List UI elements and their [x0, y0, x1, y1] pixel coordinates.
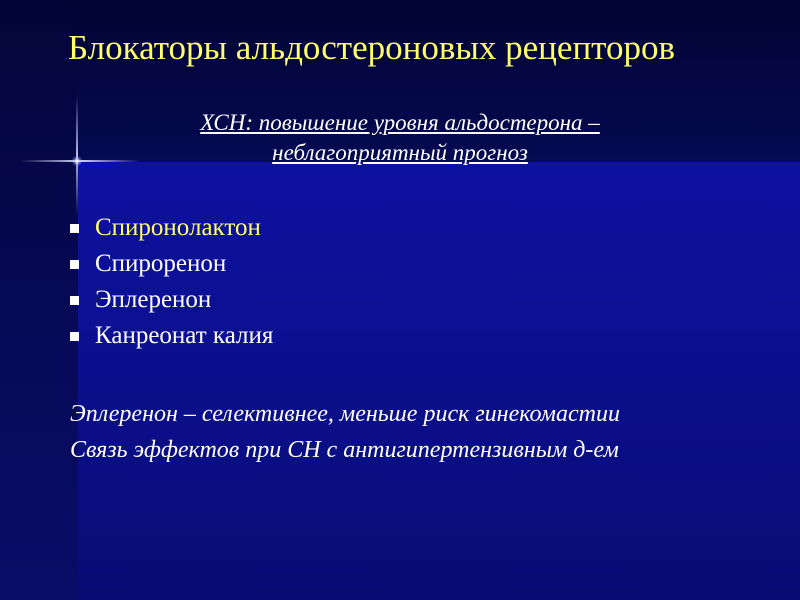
subtitle-line-1: ХСН: повышение уровня альдостерона – [200, 110, 600, 135]
slide-subtitle [100, 108, 700, 168]
square-bullet-icon [70, 224, 79, 233]
slide-title: Блокаторы альдостероновых рецепторов [68, 28, 676, 67]
list-item-label: Канреонат калия [95, 322, 274, 349]
subtitle-line-2: неблагоприятный прогноз [272, 140, 528, 165]
sparkle-core [72, 156, 82, 166]
drug-list [68, 210, 273, 354]
square-bullet-icon [70, 296, 79, 305]
list-item-label: Спироренон [95, 250, 227, 277]
list-item-label: Эплеренон [95, 286, 212, 313]
slide-notes [70, 396, 620, 468]
background-left-band [0, 0, 78, 600]
list-item [68, 210, 273, 246]
list-item [68, 318, 273, 354]
square-bullet-icon [70, 260, 79, 269]
note-line: Эплеренон – селективнее, меньше риск гинекомастии [70, 401, 620, 427]
note-line: Связь эффектов при СН с антигипертензивным д-ем [70, 437, 619, 463]
list-item [68, 282, 273, 318]
sparkle-vertical-ray [76, 95, 78, 215]
list-item-label: Спиронолактон [95, 214, 261, 241]
list-item [68, 246, 273, 282]
square-bullet-icon [70, 332, 79, 341]
